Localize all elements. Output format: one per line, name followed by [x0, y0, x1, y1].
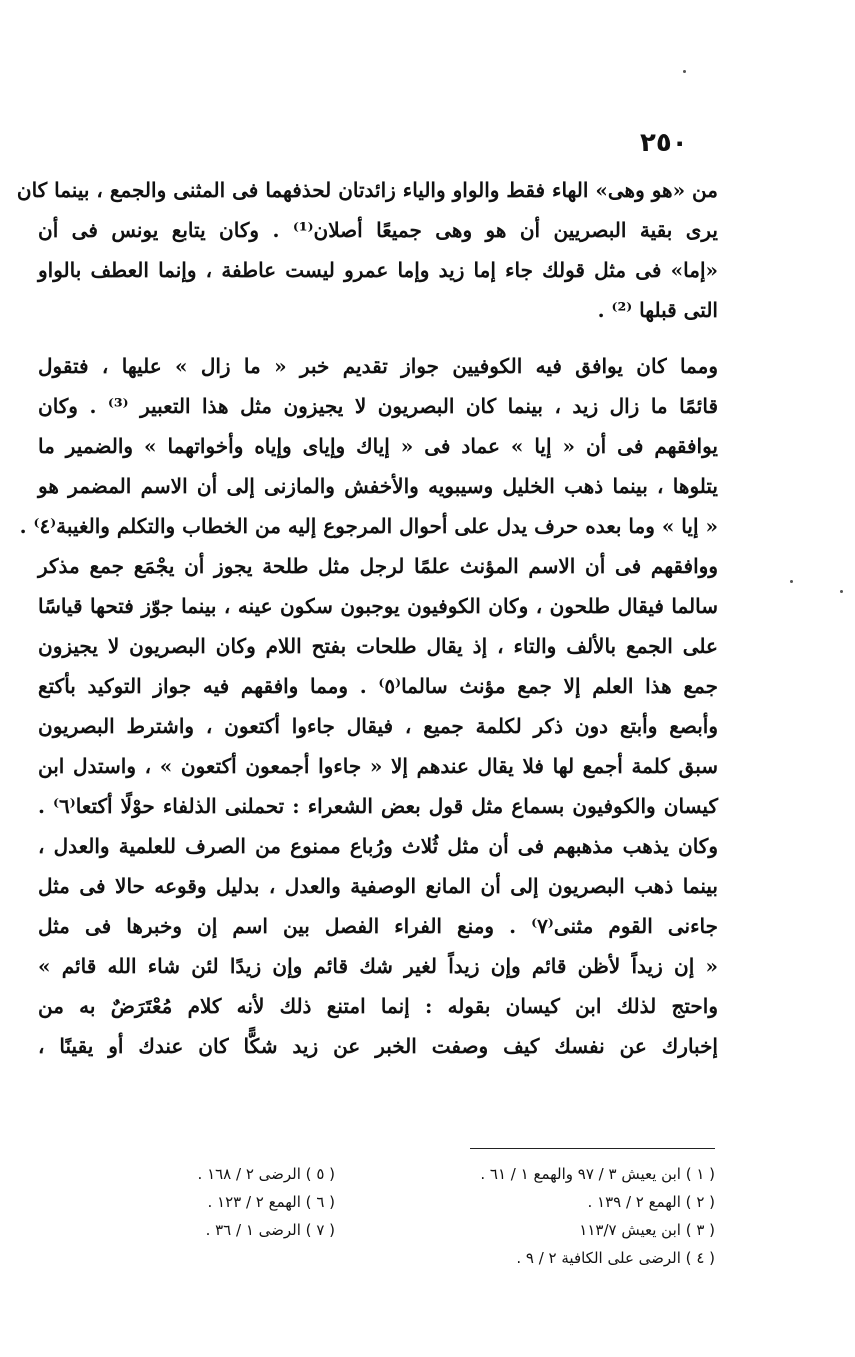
- text-line: إخبارك عن نفسك كيف وصفت الخبر عن زيد شكًّا كان عندك أو يقينًا ،: [38, 1034, 718, 1058]
- text-line: واحتج لذلك ابن كيسان بقوله : إنما امتنع ذلك لأنه كلام مُعْتَرَضٌ به من: [38, 994, 718, 1018]
- text-line: يتلوها ، بينما ذهب الخليل وسيبويه والأخفش والمازنى إلى أن الاسم المضمر هو: [38, 474, 718, 498]
- text-line: جمع هذا العلم إلا جمع مؤنث سالما⁽٥⁾ . ومما وافقهم فيه جواز التوكيد بأكتع: [38, 674, 718, 698]
- paper-speck: [790, 580, 793, 583]
- text-line: « إيا » وما بعده حرف يدل على أحوال المرجوع إليه من الخطاب والتكلم والغيبة⁽٤⁾ .: [19, 514, 718, 538]
- footnotes-left-column: [115, 1160, 335, 1244]
- body-text: [16, 170, 718, 1066]
- text-line: «إما» فى مثل قولك جاء إما زيد وإما عمرو ليست عاطفة ، وإنما العطف بالواو: [38, 258, 718, 282]
- footnote-divider: [470, 1148, 715, 1149]
- text-line: « إن زيداً لأظن قائم وإن زيداً لغير شك قائم وإن زيدًا لئن شاء الله قائم »: [38, 954, 718, 978]
- paper-speck: [683, 70, 686, 73]
- text-line: من «هو وهى» الهاء فقط والواو والياء زائدتان لحذفهما فى المثنى والجمع ، بينما كان: [16, 178, 718, 202]
- text-line: بينما ذهب البصريون إلى أن المانع الوصفية والعدل ، بدليل وقوعه حالا فى مثل: [38, 874, 718, 898]
- text-line: سبق كلمة أجمع لها فلا يقال عندهم إلا « جاءوا أجمعون أكتعون » ، واستدل ابن: [38, 754, 718, 778]
- footnote: ( ٥ ) الرضى ٢ / ١٦٨ .: [197, 1165, 335, 1183]
- text-line: ووافقهم فى أن الاسم المؤنث علمًا لرجل مثل طلحة يجوز أن يجْمَع جمع مذكر: [38, 554, 718, 578]
- footnote: ( ٣ ) ابن يعيش ١١٣/٧: [579, 1221, 715, 1239]
- footnote: ( ٧ ) الرضى ١ / ٣٦ .: [205, 1221, 335, 1239]
- text-line: على الجمع بالألف والتاء ، إذ يقال طلحات بفتح اللام وكان البصريون لا يجيزون: [38, 634, 718, 658]
- text-line: وكان يذهب مذهبهم فى أن مثل ثُلاث ورُباع ممنوع من الصرف للعلمية والعدل ،: [38, 834, 718, 858]
- text-line: قائمًا ما زال زيد ، بينما كان البصريون لا يجيزون مثل هذا التعبير ⁽³⁾ . وكان: [38, 394, 718, 418]
- text-line: جاءنى القوم مثنى⁽٧⁾ . ومنع الفراء الفصل بين اسم إن وخبرها فى مثل: [38, 914, 718, 938]
- paragraph-2: [19, 346, 718, 1066]
- text-line: ومما كان يوافق فيه الكوفيين جواز تقديم خبر « ما زال » عليها ، فتقول: [38, 354, 718, 378]
- text-line: كيسان والكوفيون بسماع مثل قول بعض الشعراء : تحملنى الذلفاء حوْلًا أكتعا⁽٦⁾ .: [38, 794, 718, 818]
- paragraph-1: [16, 170, 718, 330]
- text-line: سالما فيقال طلحون ، وكان الكوفيون يوجبون سكون عينه ، بينما جوّز فتحها قياسًا: [38, 594, 718, 618]
- text-line: التى قبلها ⁽²⁾ .: [597, 298, 718, 322]
- paper-speck: [840, 590, 843, 593]
- text-line: يوافقهم فى أن « إيا » عماد فى « إياك وإياى وإياه وأخواتهما » والضمير ما: [38, 434, 718, 458]
- footnotes-right-column: [415, 1160, 715, 1272]
- text-line: وأبصع وأبتع دون ذكر لكلمة جميع ، فيقال جاءوا أكتعون ، واشترط البصريون: [38, 714, 718, 738]
- footnote: ( ٢ ) الهمع ٢ / ١٣٩ .: [587, 1193, 715, 1211]
- footnote: ( ٦ ) الهمع ٢ / ١٢٣ .: [207, 1193, 335, 1211]
- footnote: ( ١ ) ابن يعيش ٣ / ٩٧ والهمع ١ / ٦١ .: [480, 1165, 715, 1183]
- text-line: يرى بقية البصريين أن هو وهى جميعًا أصلان⁽¹⁾ . وكان يتابع يونس فى أن: [38, 218, 718, 242]
- footnote: ( ٤ ) الرضى على الكافية ٢ / ٩ .: [516, 1249, 715, 1267]
- page-number: ٢٥٠: [640, 128, 688, 158]
